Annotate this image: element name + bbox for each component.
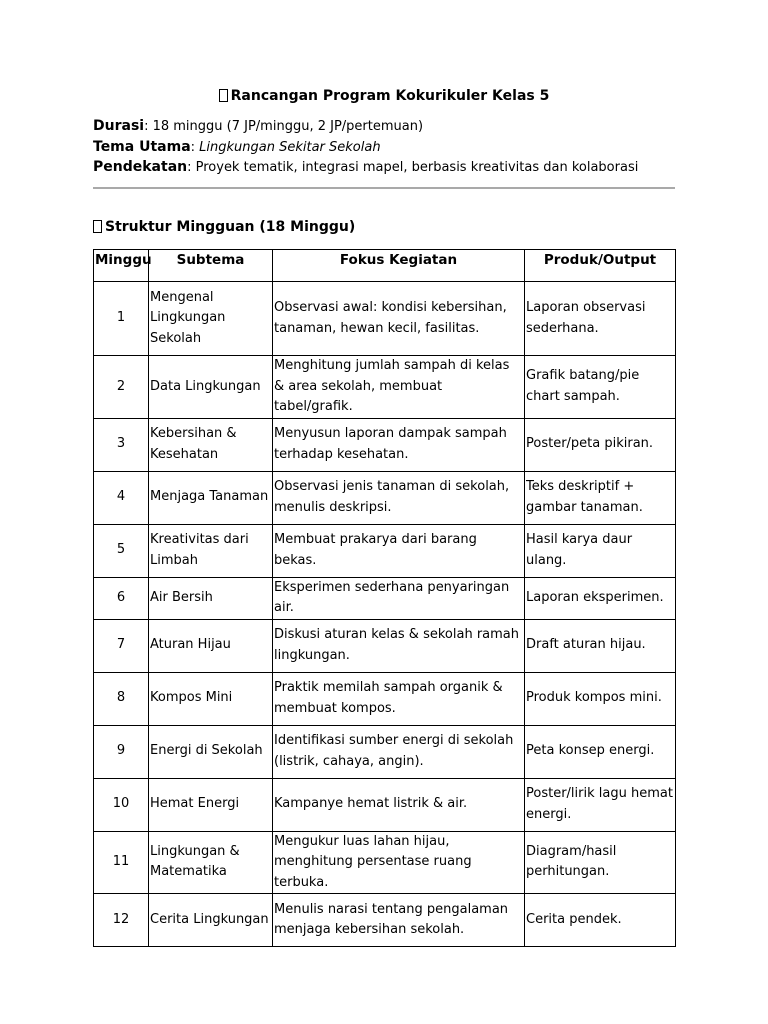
cell-subtema: Kebersihan & Kesehatan: [149, 418, 273, 471]
cell-fokus: Kampanye hemat listrik & air.: [273, 778, 525, 831]
cell-fokus: Mengukur luas lahan hijau, menghitung persentase ruang terbuka.: [273, 831, 525, 894]
table-row: [94, 831, 676, 894]
cell-minggu: 3: [94, 418, 149, 471]
table-row: [94, 282, 676, 356]
header-fokus: Fokus Kegiatan: [273, 250, 525, 282]
cell-minggu: 11: [94, 831, 149, 894]
tema-label: Tema Utama: [93, 139, 191, 155]
pendekatan-label: Pendekatan: [93, 159, 188, 175]
cell-produk: Poster/lirik lagu hemat energi.: [525, 778, 676, 831]
document-title: Rancangan Program Kokurikuler Kelas 5: [230, 88, 550, 104]
cell-produk: Peta konsep energi.: [525, 725, 676, 778]
cell-subtema: Kreativitas dari Limbah: [149, 524, 273, 577]
pendekatan-line: [93, 157, 638, 178]
cell-subtema: Data Lingkungan: [149, 356, 273, 419]
cell-fokus: Menyusun laporan dampak sampah terhadap kesehatan.: [273, 418, 525, 471]
cell-produk: Cerita pendek.: [525, 894, 676, 947]
tema-separator: :: [190, 140, 200, 155]
pendekatan-value: : Proyek tematik, integrasi mapel, berbasis kreativitas dan kolaborasi: [187, 160, 639, 175]
cell-fokus: Diskusi aturan kelas & sekolah ramah lingkungan.: [273, 619, 525, 672]
cell-fokus: Identifikasi sumber energi di sekolah (listrik, cahaya, angin).: [273, 725, 525, 778]
cell-minggu: 10: [94, 778, 149, 831]
cell-minggu: 12: [94, 894, 149, 947]
header-subtema: Subtema: [149, 250, 273, 282]
section-heading: [93, 217, 355, 237]
table-row: [94, 894, 676, 947]
missing-glyph-icon: [219, 89, 228, 102]
table-row: [94, 418, 676, 471]
cell-produk: Draft aturan hijau.: [525, 619, 676, 672]
table-row: [94, 471, 676, 524]
cell-produk: Hasil karya daur ulang.: [525, 524, 676, 577]
durasi-value: : 18 minggu (7 JP/minggu, 2 JP/pertemuan): [144, 119, 424, 134]
cell-subtema: Energi di Sekolah: [149, 725, 273, 778]
cell-subtema: Menjaga Tanaman: [149, 471, 273, 524]
cell-produk: Diagram/hasil perhitungan.: [525, 831, 676, 894]
header-minggu: Minggu: [94, 250, 149, 282]
cell-produk: Laporan observasi sederhana.: [525, 282, 676, 356]
table-row: [94, 619, 676, 672]
tema-line: [93, 137, 381, 158]
cell-produk: Poster/peta pikiran.: [525, 418, 676, 471]
weekly-structure-table: [93, 249, 676, 947]
cell-fokus: Observasi jenis tanaman di sekolah, menulis deskripsi.: [273, 471, 525, 524]
cell-minggu: 6: [94, 577, 149, 619]
section-title: Struktur Mingguan (18 Minggu): [105, 219, 356, 235]
table-row: [94, 778, 676, 831]
cell-subtema: Aturan Hijau: [149, 619, 273, 672]
document-title-line: [93, 86, 675, 106]
cell-fokus: Membuat prakarya dari barang bekas.: [273, 524, 525, 577]
table-row: [94, 524, 676, 577]
cell-produk: Produk kompos mini.: [525, 672, 676, 725]
cell-subtema: Lingkungan & Matematika: [149, 831, 273, 894]
cell-minggu: 1: [94, 282, 149, 356]
cell-minggu: 7: [94, 619, 149, 672]
cell-minggu: 5: [94, 524, 149, 577]
table-row: [94, 725, 676, 778]
tema-value: Lingkungan Sekitar Sekolah: [199, 140, 381, 155]
table-row: [94, 356, 676, 419]
cell-subtema: Mengenal Lingkungan Sekolah: [149, 282, 273, 356]
cell-subtema: Hemat Energi: [149, 778, 273, 831]
table-header-row: [94, 250, 676, 282]
cell-fokus: Observasi awal: kondisi kebersihan, tanaman, hewan kecil, fasilitas.: [273, 282, 525, 356]
cell-subtema: Cerita Lingkungan: [149, 894, 273, 947]
cell-produk: Laporan eksperimen.: [525, 577, 676, 619]
cell-minggu: 8: [94, 672, 149, 725]
header-produk: Produk/Output: [525, 250, 676, 282]
missing-glyph-icon: [93, 220, 102, 233]
durasi-line: [93, 116, 423, 137]
cell-minggu: 9: [94, 725, 149, 778]
cell-produk: Teks deskriptif + gambar tanaman.: [525, 471, 676, 524]
cell-fokus: Menulis narasi tentang pengalaman menjaga kebersihan sekolah.: [273, 894, 525, 947]
durasi-label: Durasi: [93, 118, 145, 134]
cell-produk: Grafik batang/pie chart sampah.: [525, 356, 676, 419]
cell-minggu: 2: [94, 356, 149, 419]
table-row: [94, 577, 676, 619]
cell-subtema: Air Bersih: [149, 577, 273, 619]
cell-fokus: Eksperimen sederhana penyaringan air.: [273, 577, 525, 619]
cell-subtema: Kompos Mini: [149, 672, 273, 725]
cell-fokus: Praktik memilah sampah organik & membuat kompos.: [273, 672, 525, 725]
horizontal-divider: [93, 187, 675, 189]
cell-fokus: Menghitung jumlah sampah di kelas & area sekolah, membuat tabel/grafik.: [273, 356, 525, 419]
cell-minggu: 4: [94, 471, 149, 524]
table-row: [94, 672, 676, 725]
